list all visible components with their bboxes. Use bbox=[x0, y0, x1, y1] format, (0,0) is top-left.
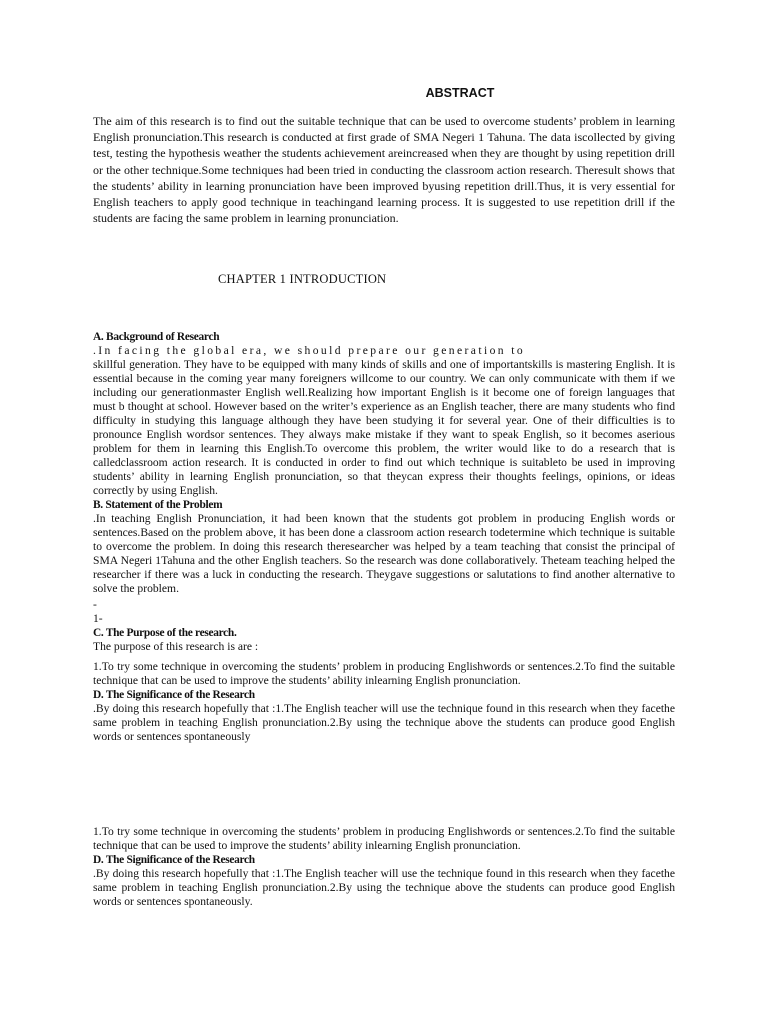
background-heading: A. Background of Research bbox=[93, 331, 220, 343]
purpose-body: 1.To try some technique in overcoming the students’ problem in producing Englishwords or sentences.2.To find the suitable technique that can be used to improve the students’ ability inlearning English pronunciation. bbox=[93, 660, 675, 687]
statement-body: .In teaching English Pronunciation, it had been known that the students got problem in producing English words or sentences.Based on the problem above, it has been done a classroom action research todetermine which technique is suitable to overcome the problem. In doing this research theresearcher was helped by a team teaching that consist the principal of SMA Negeri 1Tahuna and the other English teachers. So the research was done collaboratively. Theteam teaching helped the researcher if there was a luck in conducting the research. Theygave suggestions or salutations to find another alternative to solve the problem. bbox=[93, 512, 675, 595]
significance-heading: D. The Significance of the Research bbox=[93, 689, 255, 701]
repeat-significance-heading: D. The Significance of the Research bbox=[93, 854, 255, 866]
abstract-body: The aim of this research is to find out the suitable technique that can be used to overcome students’ problem in learning English pronunciation.This research is conducted at first grade of SMA Negeri 1 Tahuna. The data iscollected by giving test, testing the hypothesis weather the students achievement areincreased when they are thought by using repetition drill or the other technique.Some techniques had been tried in conducting the classroom action research. Theresult shows that the students’ ability in learning pronunciation have been improved byusing repetition drill.Thus, it is very essential for English teachers to apply good technique in teachingand learning process. It is suggested to use repetition drill if the students are facing the same problem in learning pronunciation. bbox=[93, 114, 675, 226]
main-body bbox=[93, 330, 675, 744]
purpose-intro: The purpose of this research is are : bbox=[93, 640, 259, 653]
background-body: skillful generation. They have to be equipped with many kinds of skills and one of importantskills is mastering English. It is essential because in the coming year many foreigners willcome to our country. We can only communicate with them if we including our generationmaster English well.Realizing how important English is it become one of foreign languages that must b thought at school. However based on the writer’s experience as an English teacher, there are many students who find difficulty in studying this language although they have been studying it for several year. One of their difficulties is to pronounce English wordsor sentences. They always make mistake if they want to speak English, so it becomes aserious problem for them in learning this English.To overcome this problem, the writer would like to do a research that is calledclassroom action research. It is conducted in order to find out which technique is suitableto be used in improving students’ ability in learning English pronunciation, so that theycan express their thoughts feelings, opinions, or ideas correctly by using English. bbox=[93, 358, 675, 497]
page-dash: - bbox=[93, 598, 97, 611]
chapter-title: CHAPTER 1 INTRODUCTION bbox=[218, 272, 387, 286]
repeated-block bbox=[93, 825, 675, 909]
abstract-title: ABSTRACT bbox=[425, 86, 495, 100]
page-number: 1- bbox=[93, 612, 103, 625]
purpose-heading: C. The Purpose of the research. bbox=[93, 627, 237, 639]
statement-heading: B. Statement of the Problem bbox=[93, 499, 223, 511]
significance-body: .By doing this research hopefully that :1.The English teacher will use the technique found in this research when they facethe same problem in teaching English pronunciation.2.By using the technique above the students can produce good English words or sentences spontaneously bbox=[93, 702, 675, 743]
repeat-purpose-body: 1.To try some technique in overcoming the students’ problem in producing Englishwords or sentences.2.To find the suitable technique that can be used to improve the students’ ability inlearning English pronunciation. bbox=[93, 825, 675, 852]
background-lead: .In facing the global era, we should prepare our generation to bbox=[93, 344, 526, 357]
repeat-significance-body: .By doing this research hopefully that :1.The English teacher will use the technique found in this research when they facethe same problem in teaching English pronunciation.2.By using the technique above the students can produce good English words or sentences spontaneously. bbox=[93, 867, 675, 908]
